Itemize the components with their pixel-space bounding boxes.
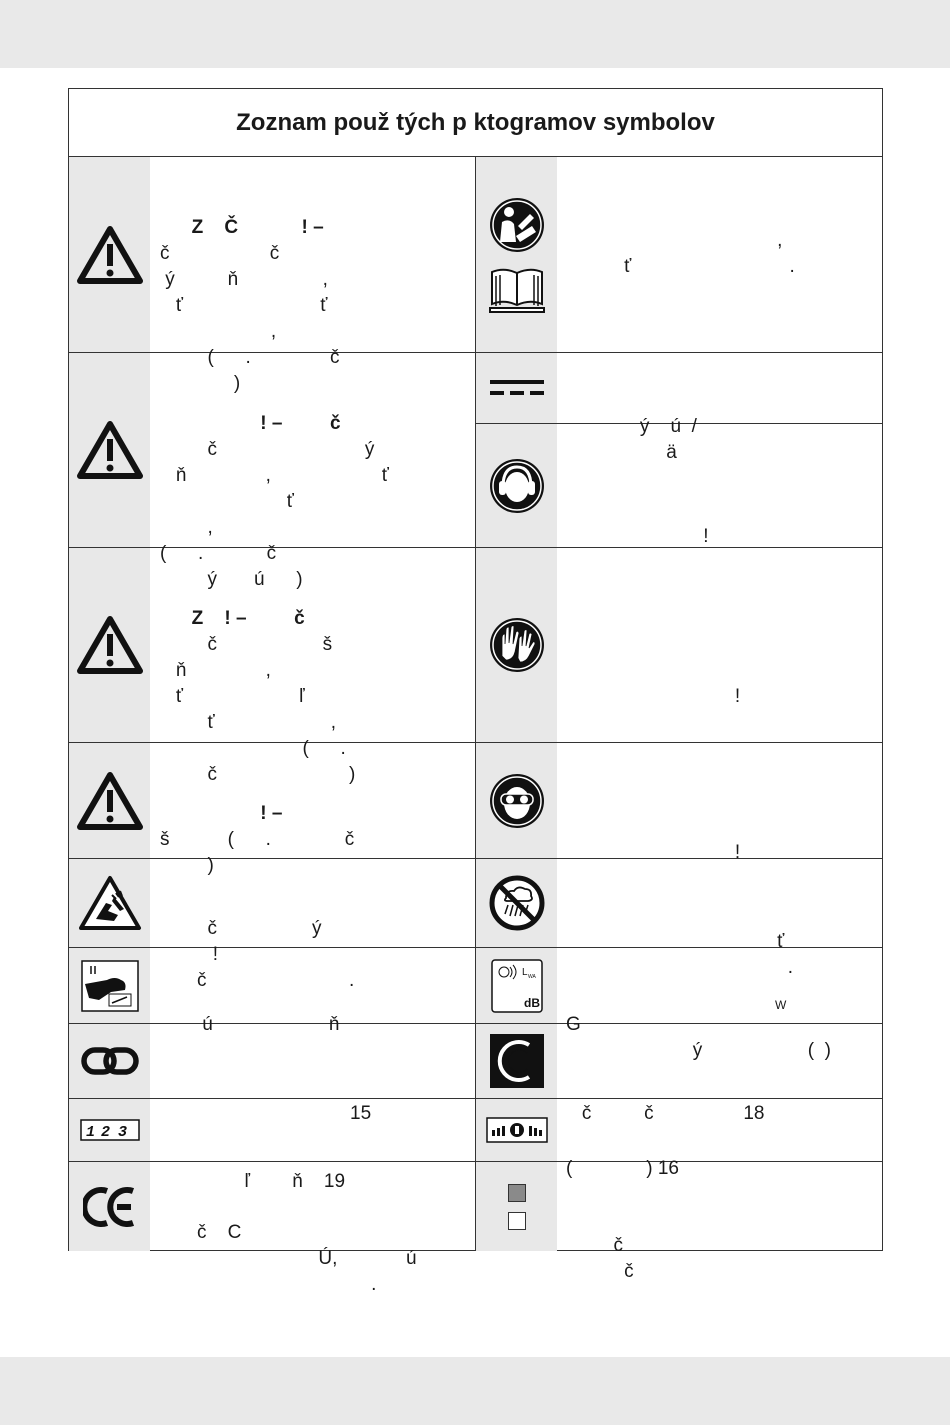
pictogram-table	[68, 88, 883, 1295]
dc-icon-cell	[476, 353, 557, 423]
charger-icon	[81, 960, 139, 1012]
row3-left-text: Z ! – č č š ň , ť ľ ť , ( . č )	[160, 608, 356, 785]
open-book-icon	[488, 264, 546, 314]
no-rain-icon-cell	[476, 859, 557, 947]
sound-icon-cell	[476, 948, 557, 1023]
warning-triangle-icon	[77, 421, 143, 479]
chain-icon-cell	[69, 1024, 150, 1098]
svg-text:3: 3	[117, 1124, 127, 1141]
cut-icon-cell	[69, 859, 150, 947]
eye-icon-cell	[476, 743, 557, 858]
battery-icon-cell	[476, 1099, 557, 1161]
row9-right-text: č č	[566, 1235, 634, 1282]
ce-mark-icon	[83, 1185, 137, 1229]
sound-power-sub-label: WA	[527, 973, 536, 980]
ear-icon-cell	[476, 424, 557, 547]
sound-power-db-label: dB	[523, 995, 540, 1010]
manual-icon-cell	[476, 157, 557, 352]
numbered-icon-cell	[69, 1099, 150, 1161]
row5-right-text: ť .	[566, 931, 793, 978]
row8-right-text: ( ) 16	[566, 1158, 679, 1179]
row2-right-top-text: ý ú / ä	[566, 416, 697, 463]
row1-right-text: , ť .	[566, 230, 795, 277]
warning-icon-cell	[69, 353, 150, 547]
ce-icon-cell	[69, 1162, 150, 1251]
gloves-icon-cell	[476, 548, 557, 742]
warning-triangle-icon	[77, 772, 143, 830]
sound-power-level-icon	[490, 958, 544, 1014]
warning-icon-cell	[69, 157, 150, 352]
warning-triangle-icon	[77, 616, 143, 674]
squares-icon-cell	[476, 1162, 557, 1251]
charger-icon-cell	[69, 948, 150, 1023]
table-title: Zoznam použ tých p ktogramov symbolov	[69, 89, 882, 157]
eye-protection-icon	[488, 772, 546, 830]
cycle-icon-cell	[476, 1024, 557, 1098]
ear-protection-icon	[488, 457, 546, 515]
cut-hazard-icon	[78, 875, 142, 931]
bottom-margin-band	[0, 1357, 950, 1425]
svg-text:1: 1	[85, 1124, 95, 1141]
row9-left-text: č C Ú, ú .	[160, 1222, 417, 1295]
cycle-icon	[489, 1033, 545, 1089]
row3-right-text: !	[566, 686, 741, 707]
row4-left-text: ! – š ( . č )	[160, 803, 355, 876]
row4-right-text: !	[566, 842, 741, 863]
row6-right-text: G ý ( )	[566, 1014, 831, 1061]
row2-left-text: ! – č č ý ň , ť ť , ( . č ý ú )	[160, 413, 389, 590]
row5-left-text: č ý ! č .	[160, 918, 355, 991]
sound-power-label: L	[521, 966, 528, 978]
gray-square-icon	[508, 1184, 526, 1202]
no-rain-icon	[488, 874, 546, 932]
top-margin-band	[0, 0, 950, 68]
row2-right-bottom-text: !	[566, 526, 709, 547]
row7-right-text: č č 18	[566, 1103, 765, 1124]
protective-gloves-icon	[488, 616, 546, 674]
row6-left-text: ú ň	[160, 1014, 340, 1035]
svg-text:2: 2	[100, 1124, 110, 1141]
battery-indicator-icon	[486, 1117, 548, 1143]
row7-left-text: 15	[160, 1103, 372, 1124]
direct-current-icon	[488, 378, 546, 398]
numbered-sequence-icon	[80, 1119, 140, 1141]
warning-icon-cell	[69, 548, 150, 742]
read-manual-icon	[488, 196, 546, 254]
warning-icon-cell	[69, 743, 150, 858]
chain-link-icon	[81, 1045, 139, 1077]
row8-left-text: ľ ň 19	[160, 1171, 346, 1192]
warning-triangle-icon	[77, 226, 143, 284]
row1-left-text: Z Č ! – č č ý ň , ť ť , ( . č )	[160, 217, 340, 394]
white-square-icon	[508, 1212, 526, 1230]
row6-right-subscript: W	[775, 998, 787, 1012]
